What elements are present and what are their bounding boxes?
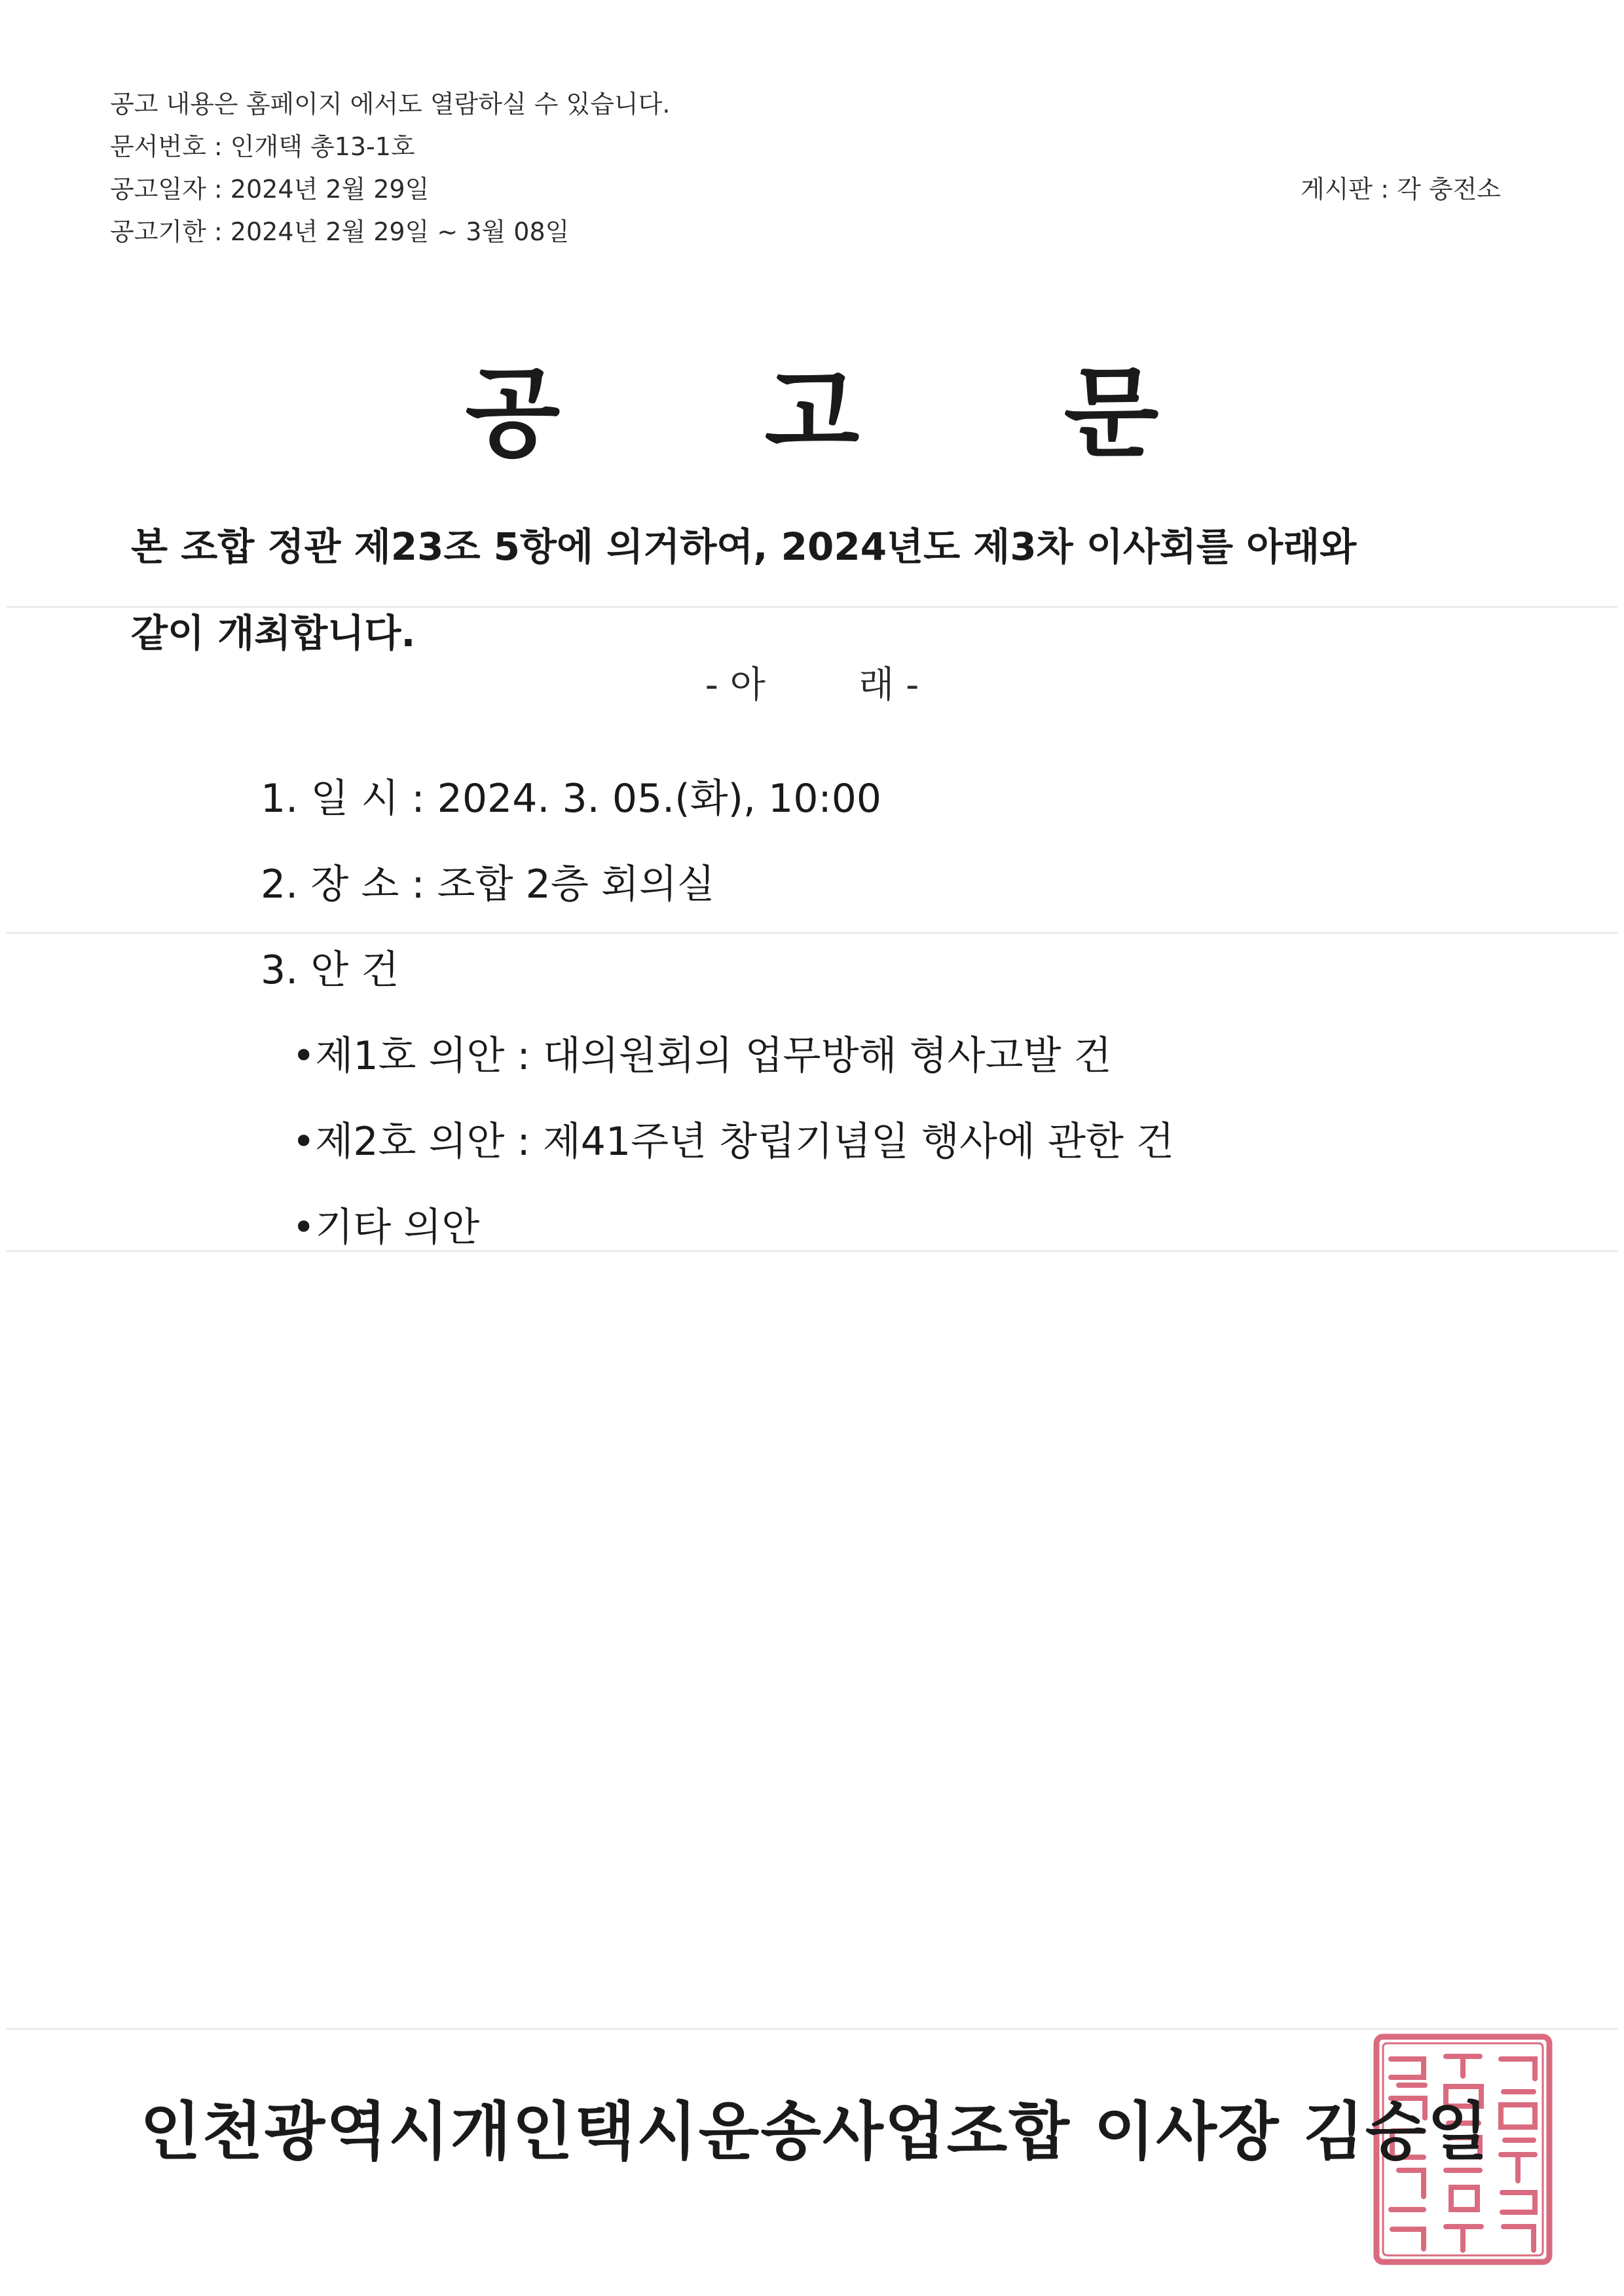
intro-line-1: 본 조합 정관 제23조 5항에 의거하여, 2024년도 제3차 이사회를 아래와 bbox=[131, 524, 1357, 569]
document-number: 문서번호 : 인개택 총13-1호 bbox=[110, 132, 415, 161]
intro-line-2: 같이 개최합니다. bbox=[131, 611, 416, 655]
notice-period: 공고기한 : 2024년 2월 29일 ~ 3월 08일 bbox=[110, 217, 570, 246]
agenda-item-1: •제1호 의안 : 대의원회의 업무방해 형사고발 건 bbox=[292, 1033, 1112, 1079]
item-datetime: 1. 일 시 : 2024. 3. 05.(화), 10:00 bbox=[261, 776, 882, 822]
notice-line: 공고 내용은 홈페이지 에서도 열람하실 수 있습니다. bbox=[110, 90, 671, 118]
scan-line bbox=[7, 1250, 1617, 1252]
signature: 인천광역시개인택시운송사업조합 이사장 김승일 bbox=[140, 2095, 1490, 2168]
scan-line bbox=[7, 2028, 1617, 2030]
scan-line bbox=[7, 932, 1617, 934]
agenda-item-other: •기타 의안 bbox=[292, 1205, 480, 1250]
item-agenda-heading: 3. 안 건 bbox=[261, 947, 399, 993]
below-heading: - 아 래 - bbox=[705, 664, 919, 706]
page-title: 공 고 문 bbox=[465, 355, 1244, 471]
agenda-item-2: •제2호 의안 : 제41주년 창립기념일 행사에 관한 건 bbox=[292, 1119, 1174, 1165]
bulletin-board: 게시판 : 각 충전소 bbox=[1301, 175, 1501, 204]
item-location: 2. 장 소 : 조합 2층 회의실 bbox=[261, 862, 715, 907]
notice-date: 공고일자 : 2024년 2월 29일 bbox=[110, 175, 430, 204]
